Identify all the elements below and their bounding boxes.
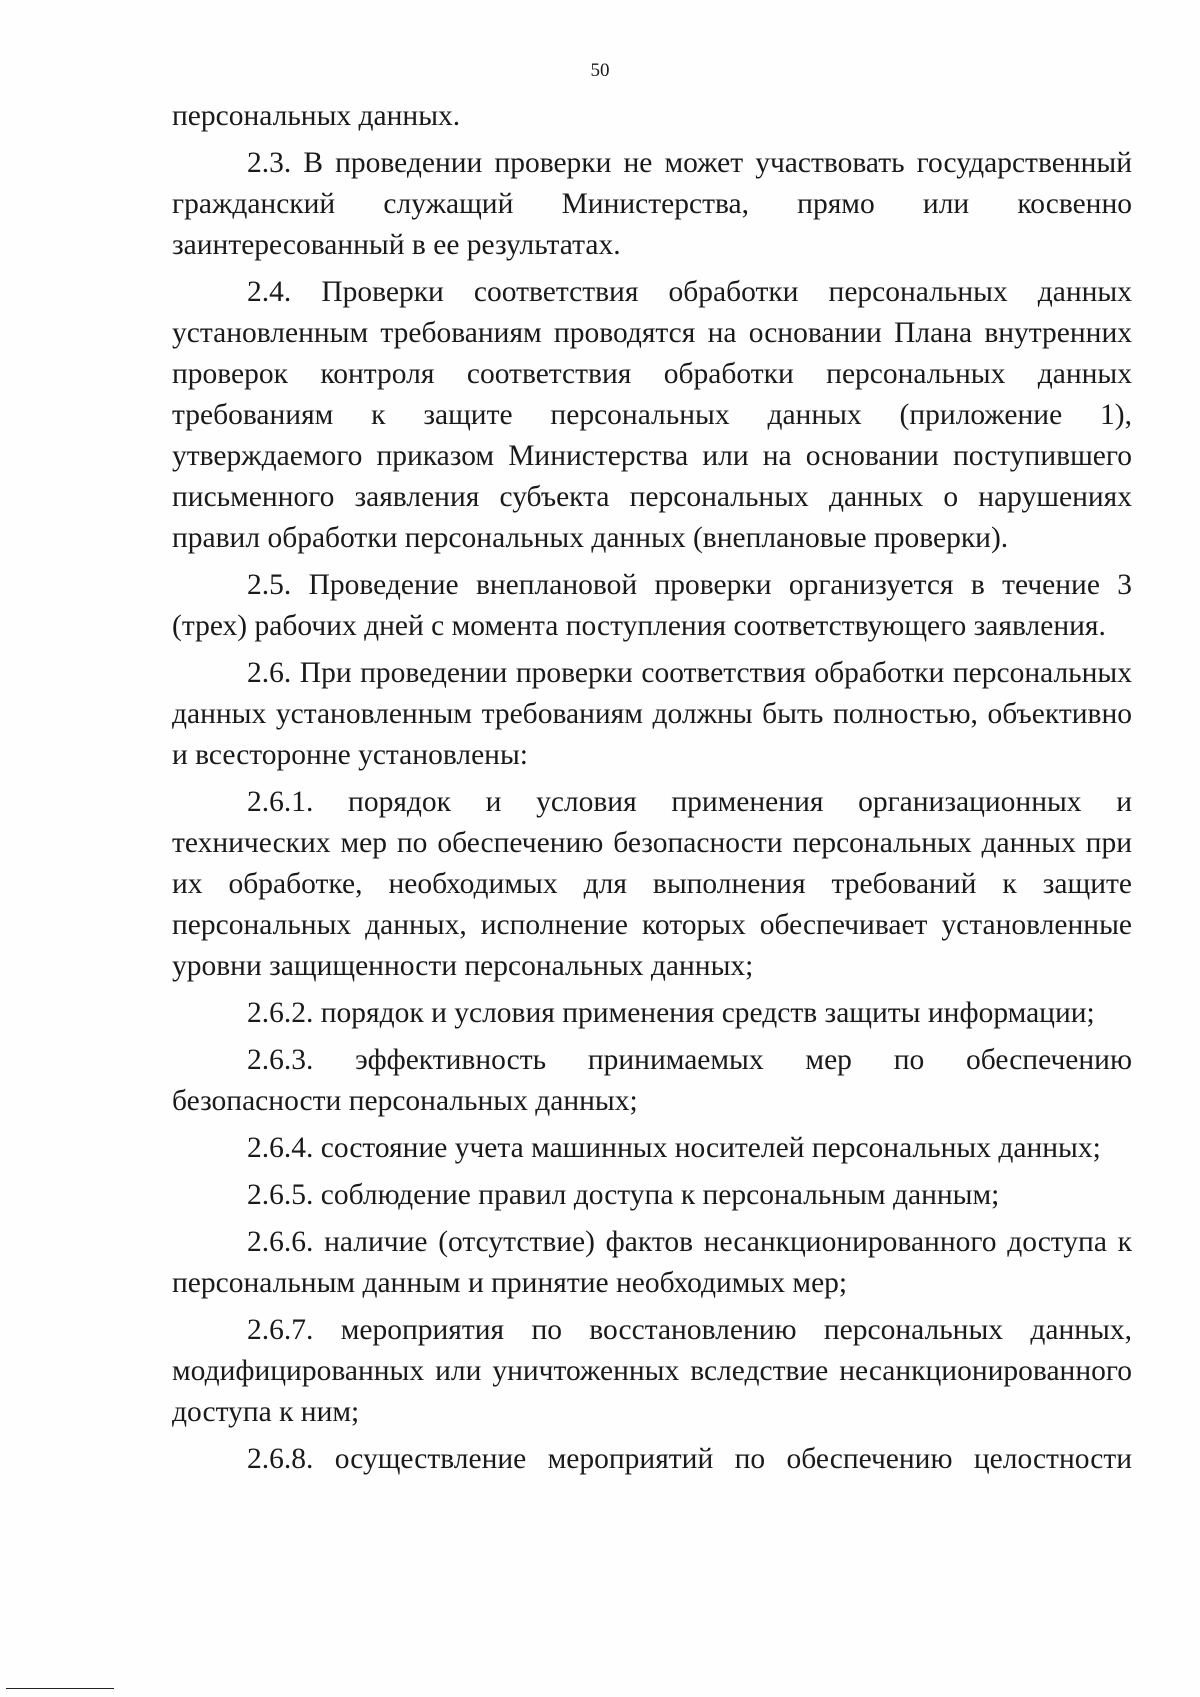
paragraph-continuation: персональных данных.	[172, 100, 461, 132]
document-body	[172, 96, 1132, 1486]
paragraph-2-6-3: 2.6.3. эффективность принимаемых мер по обеспечению безопасности персональных данных;	[172, 1044, 1132, 1117]
paragraph-2-6-8: 2.6.8. осуществление мероприятий по обеспечению целостности	[247, 1443, 1132, 1475]
paragraph-2-6-4: 2.6.4. состояние учета машинных носителей персональных данных;	[247, 1132, 1101, 1164]
paragraph-2-3: 2.3. В проведении проверки не может участвовать государственный гражданский служащий Министерства, прямо или косвенно заинтересованный в ее результатах.	[172, 147, 1132, 261]
paragraph-2-6-5: 2.6.5. соблюдение правил доступа к персональным данным;	[247, 1179, 1000, 1211]
paragraph-2-6-1: 2.6.1. порядок и условия применения организационных и технических мер по обеспечению безопасности персональных данных при их обработке, необходимых для выполнения требований к защите персональных данных, исполнение которых обеспечивает установленные уровни защищенности персональных данных;	[172, 786, 1132, 982]
page-number: 50	[590, 60, 610, 81]
bottom-divider-line	[6, 1688, 114, 1689]
paragraph-2-6-6: 2.6.6. наличие (отсутствие) фактов несанкционированного доступа к персональным данным и принятие необходимых мер;	[172, 1226, 1132, 1299]
paragraph-2-4: 2.4. Проверки соответствия обработки персональных данных установленным требованиям проводятся на основании Плана внутренних проверок контроля соответствия обработки персональных данных требованиям к защите персональных данных (приложение 1), утверждаемого приказом Министерства или на основании поступившего письменного заявления субъекта персональных данных о нарушениях правил обработки персональных данных (внеплановые проверки).	[172, 276, 1132, 554]
paragraph-2-5: 2.5. Проведение внеплановой проверки организуется в течение 3 (трех) рабочих дней с момента поступления соответствующего заявления.	[172, 569, 1132, 642]
paragraph-2-6-2: 2.6.2. порядок и условия применения средств защиты информации;	[247, 997, 1095, 1029]
paragraph-2-6-7: 2.6.7. мероприятия по восстановлению персональных данных, модифицированных или уничтоженных вследствие несанкционированного доступа к ним;	[172, 1314, 1132, 1428]
paragraph-2-6: 2.6. При проведении проверки соответствия обработки персональных данных установленным требованиям должны быть полностью, объективно и всесторонне установлены:	[172, 657, 1132, 771]
